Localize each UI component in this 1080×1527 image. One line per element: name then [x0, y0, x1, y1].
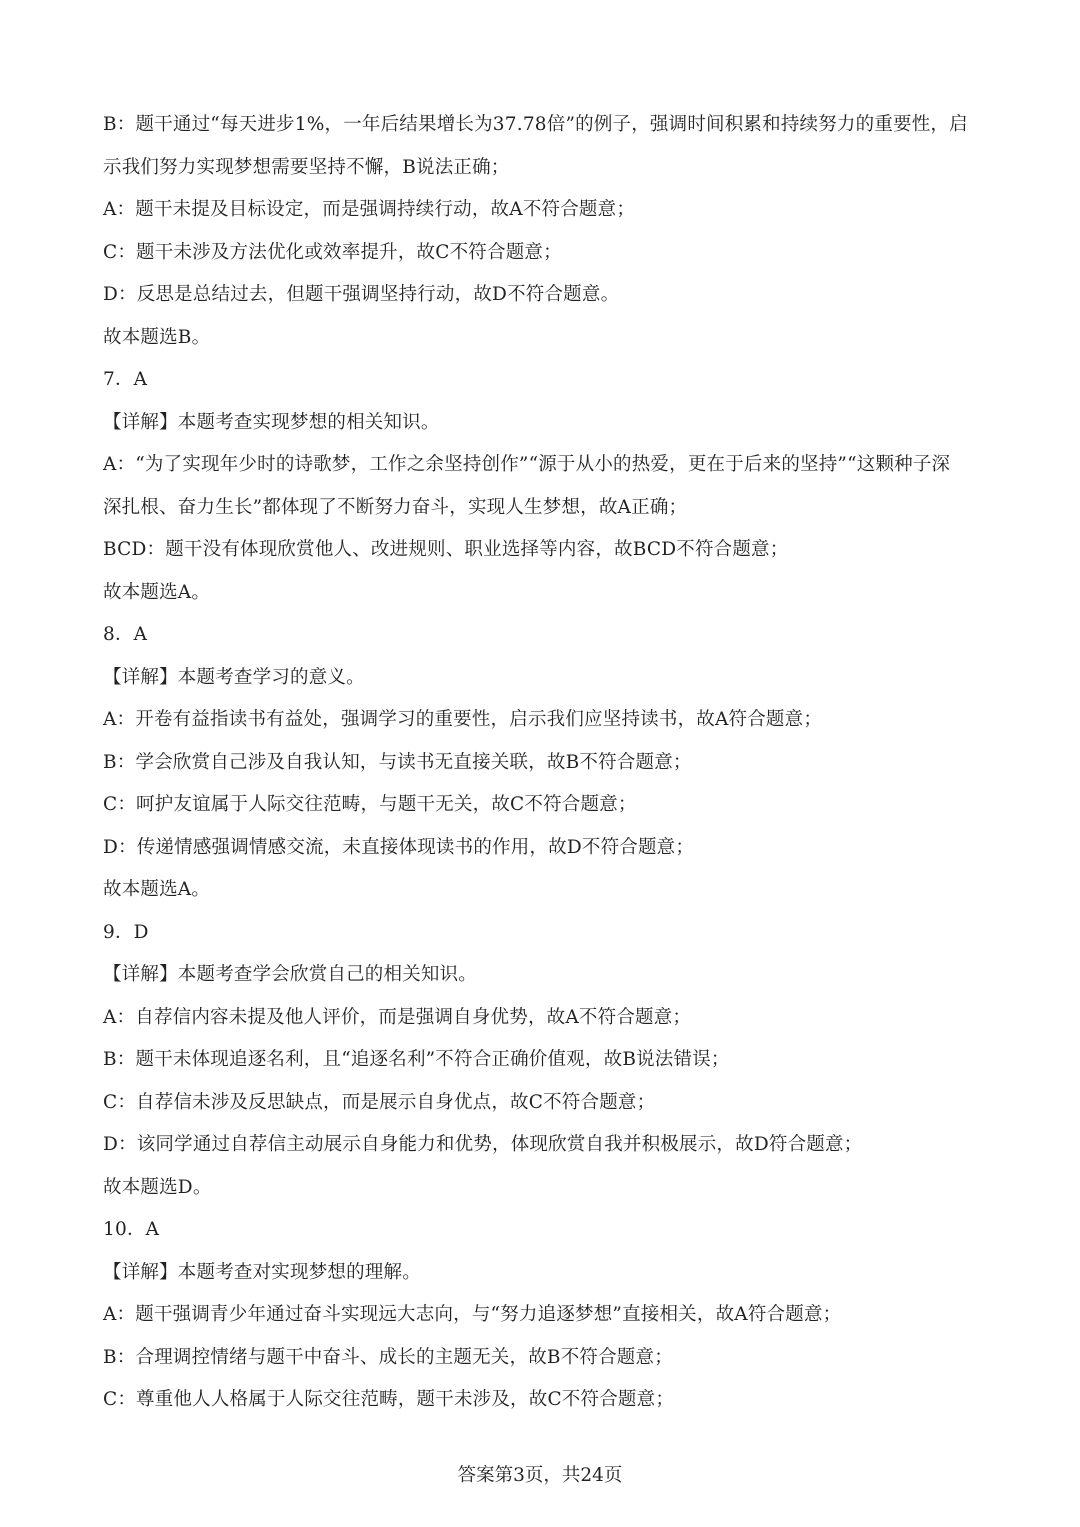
- explanation-heading: 【详解】本题考查学会欣赏自己的相关知识。: [103, 964, 478, 985]
- text-line: B：题干通过“每天进步1%，一年后结果增长为37.78倍”的例子，强调时间积累和持续努力的重要性，启: [103, 114, 968, 135]
- explanation-heading: 【详解】本题考查学习的意义。: [103, 666, 365, 688]
- explanation-heading: 【详解】本题考查实现梦想的相关知识。: [103, 411, 440, 433]
- question-number: 7．A: [103, 369, 148, 390]
- question-number: 8．A: [103, 624, 148, 645]
- text-line: B：合理调控情绪与题干中奋斗、成长的主题无关，故B不符合题意；: [103, 1346, 673, 1368]
- text-line: D：该同学通过自荐信主动展示自身能力和优势，体现欣赏自我并积极展示，故D符合题意；: [103, 1134, 863, 1155]
- question-number: 9．D: [103, 921, 149, 943]
- text-line: C：自荐信未涉及反思缺点，而是展示自身优点，故C不符合题意；: [103, 1091, 656, 1113]
- text-line: D：反思是总结过去，但题干强调坚持行动，故D不符合题意。: [103, 284, 620, 305]
- text-line: C：尊重他人人格属于人际交往范畴，题干未涉及，故C不符合题意；: [103, 1389, 675, 1410]
- text-line: A：题干强调青少年通过奋斗实现远大志向，与“努力追逐梦想”直接相关，故A符合题意；: [103, 1304, 842, 1325]
- text-line: 深扎根、奋力生长”都体现了不断努力奋斗，实现人生梦想，故A正确；: [103, 496, 688, 518]
- text-line: B：题干未体现追逐名利，且“追逐名利”不符合正确价值观，故B说法错误；: [103, 1049, 730, 1070]
- text-line: D：传递情感强调情感交流，未直接体现读书的作用，故D不符合题意；: [103, 836, 695, 858]
- question-number: 10．A: [103, 1219, 160, 1240]
- text-line: C：呵护友谊属于人际交往范畴，与题干无关，故C不符合题意；: [103, 794, 637, 815]
- explanation-heading: 【详解】本题考查对实现梦想的理解。: [103, 1261, 421, 1283]
- text-line: A：自荐信内容未提及他人评价，而是强调自身优势，故A不符合题意；: [103, 1006, 692, 1028]
- conclusion-line: 故本题选A。: [103, 581, 211, 603]
- text-line: A：“为了实现年少时的诗歌梦，工作之余坚持创作”“源于从小的热爱，更在于后来的坚持”“这颗种子深: [103, 454, 951, 475]
- text-line: A：题干未提及目标设定，而是强调持续行动，故A不符合题意；: [103, 199, 636, 220]
- text-line: 示我们努力实现梦想需要坚持不懈，B说法正确；: [103, 156, 510, 178]
- conclusion-line: 故本题选B。: [103, 326, 211, 348]
- conclusion-line: 故本题选D。: [103, 1176, 212, 1198]
- text-line: A：开卷有益指读书有益处，强调学习的重要性，启示我们应坚持读书，故A符合题意；: [103, 709, 823, 730]
- page-footer: 答案第3页，共24页: [457, 1465, 623, 1486]
- text-line: C：题干未涉及方法优化或效率提升，故C不符合题意；: [103, 241, 562, 263]
- answer-text: [103, 104, 983, 1422]
- text-line: BCD：题干没有体现欣赏他人、改进规则、职业选择等内容，故BCD不符合题意；: [103, 539, 789, 560]
- conclusion-line: 故本题选A。: [103, 879, 211, 900]
- text-line: B：学会欣赏自己涉及自我认知，与读书无直接关联，故B不符合题意；: [103, 751, 692, 773]
